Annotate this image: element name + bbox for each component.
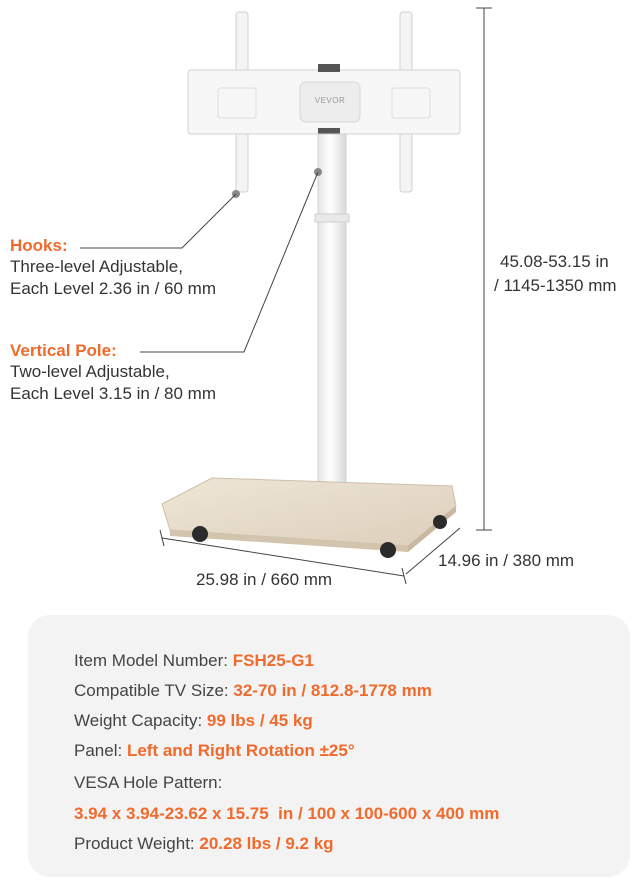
spec-value: Left and Right Rotation ±25° — [126, 741, 355, 760]
spec-label: Weight Capacity: — [74, 711, 207, 730]
spec-label: Product Weight: — [74, 834, 200, 853]
spec-value: 20.28 lbs / 9.2 kg — [199, 834, 334, 853]
hooks-title: Hooks: — [10, 236, 68, 255]
pole-line-1: Two-level Adjustable, — [10, 362, 170, 381]
depth-dimension: 14.96 in / 380 mm — [438, 551, 575, 570]
pole-title: Vertical Pole: — [10, 341, 117, 360]
spec-row-vesa-label — [74, 773, 222, 793]
pole-callout — [10, 341, 216, 405]
spec-row-panel — [74, 741, 355, 761]
specs-panel — [28, 615, 630, 877]
height-dimension — [494, 250, 617, 298]
spec-row-product-weight — [74, 834, 334, 854]
spec-value: FSH25-G1 — [232, 651, 314, 670]
spec-row-model — [74, 651, 314, 671]
pole-line-2: Each Level 3.15 in / 80 mm — [10, 384, 217, 403]
vertical-pole — [314, 134, 350, 494]
spec-value: 99 lbs / 45 kg — [206, 711, 313, 730]
hooks-line-1: Three-level Adjustable, — [10, 257, 183, 276]
mount-logo: VEVOR — [314, 96, 346, 105]
width-dimension: 25.98 in / 660 mm — [196, 570, 333, 589]
spec-value: 32-70 in / 812.8-1778 mm — [233, 681, 432, 700]
spec-row-tv-size — [74, 681, 432, 701]
spec-row-weight-capacity — [74, 711, 313, 731]
spec-label: VESA Hole Pattern: — [74, 773, 223, 792]
hooks-line-2: Each Level 2.36 in / 60 mm — [10, 279, 217, 298]
spec-value: 3.94 x 3.94-23.62 x 15.75 in / 100 x 100-600 x 400 mm — [74, 804, 500, 823]
spec-label: Item Model Number: — [74, 651, 233, 670]
spec-label: Compatible TV Size: — [74, 681, 234, 700]
wooden-base — [162, 478, 456, 552]
spec-label: Panel: — [74, 741, 127, 760]
height-line-2: / 1145-1350 mm — [494, 276, 617, 295]
spec-row-vesa-value — [74, 804, 499, 824]
height-line-1: 45.08-53.15 in — [500, 252, 609, 271]
hooks-callout — [10, 236, 216, 300]
